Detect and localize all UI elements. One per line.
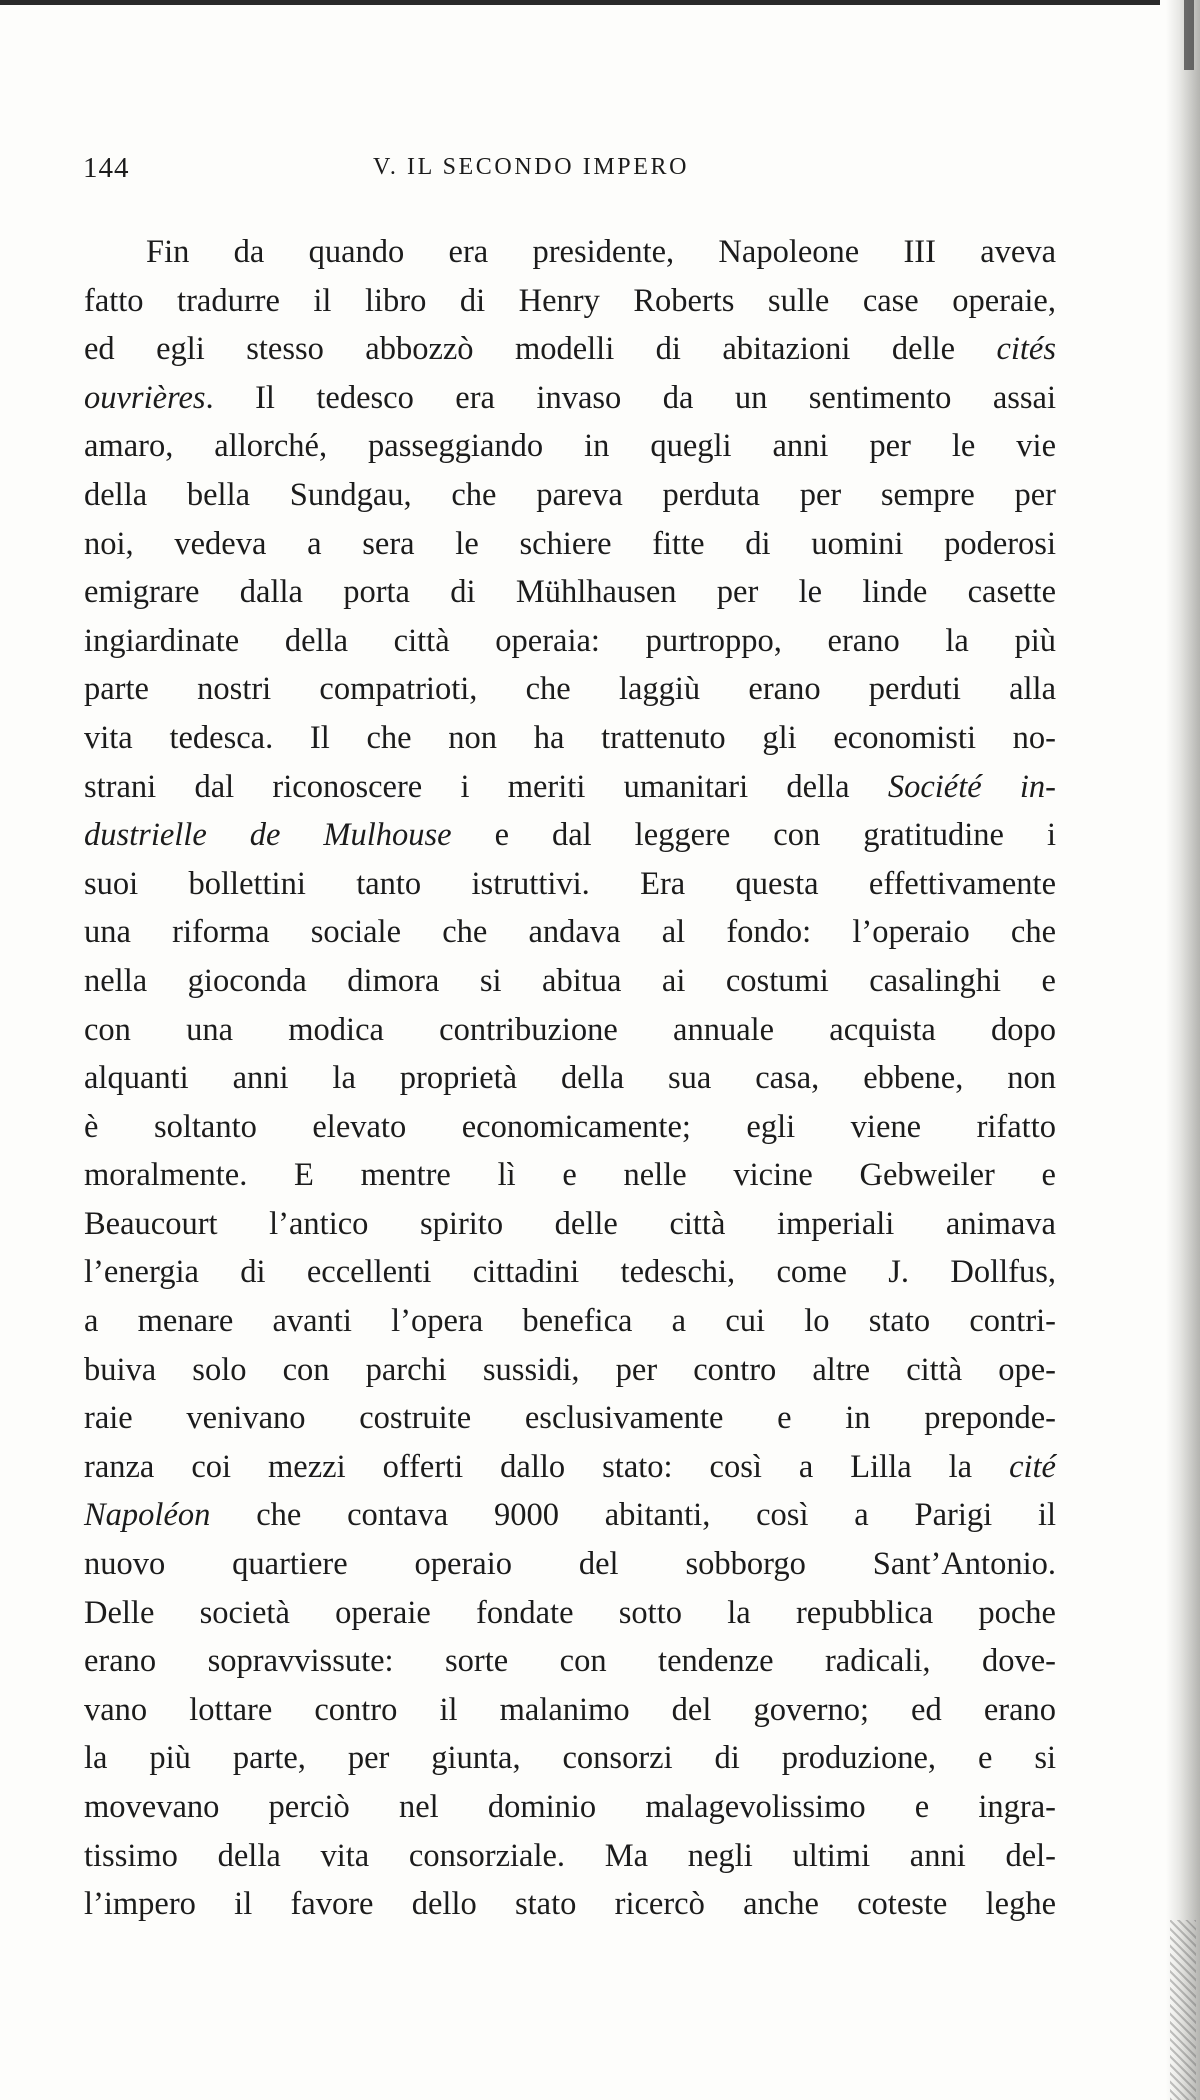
text-line xyxy=(84,665,1056,714)
text-line xyxy=(84,1637,1056,1686)
line-text: l’energia di eccellenti cittadini tedeschi, come J. Dollfus, xyxy=(84,1254,1056,1291)
italic-text: Société in- xyxy=(887,768,1057,805)
line-text: Delle società operaie fondate sotto la repubblica poche xyxy=(84,1594,1056,1631)
line-text: parte nostri compatrioti, che laggiù erano perduti alla xyxy=(84,671,1056,708)
line-text: emigrare dalla porta di Mühlhausen per le linde casette xyxy=(84,574,1056,611)
page-edge-mark xyxy=(1184,0,1194,70)
text-line xyxy=(84,763,1056,812)
text-line xyxy=(84,1589,1056,1638)
body-text xyxy=(84,228,1056,1929)
line-text: movevano perciò nel dominio malagevolissimo e ingra- xyxy=(84,1789,1056,1825)
line-text: erano sopravvissute: sorte con tendenze radicali, dove- xyxy=(84,1643,1056,1680)
line-text: fatto tradurre il libro di Henry Roberts sulle case operaie, xyxy=(84,282,1056,319)
text-line xyxy=(84,1686,1056,1735)
line-text: con una modica contribuzione annuale acquista dopo xyxy=(84,1011,1056,1048)
text-line xyxy=(84,1006,1056,1055)
page-edge-speckle xyxy=(1170,1920,1196,2100)
text-line xyxy=(84,1346,1056,1395)
italic-text: cité xyxy=(1009,1448,1056,1485)
top-border-line xyxy=(0,0,1160,5)
line-text: ingiardinate della città operaia: purtroppo, erano la più xyxy=(84,622,1056,659)
line-text: ed egli stesso abbozzò modelli di abitazioni delle xyxy=(84,331,997,368)
text-line xyxy=(84,374,1056,423)
text-line xyxy=(84,957,1056,1006)
text-line xyxy=(84,860,1056,909)
line-text: una riforma sociale che andava al fondo: l’operaio che xyxy=(84,914,1056,951)
text-line xyxy=(84,1394,1056,1443)
line-text: ranza coi mezzi offerti dallo stato: così a Lilla la xyxy=(84,1448,1010,1485)
text-line xyxy=(84,1783,1056,1832)
line-text: vita tedesca. Il che non ha trattenuto gli economisti no- xyxy=(84,719,1056,756)
italic-text: dustrielle de Mulhouse xyxy=(84,817,452,854)
line-text: è soltanto elevato economicamente; egli viene rifatto xyxy=(84,1108,1056,1145)
text-line xyxy=(84,1540,1056,1589)
line-text: suoi bollettini tanto istruttivi. Era questa effettivamente xyxy=(84,865,1056,902)
line-text: Fin da quando era presidente, Napoleone III aveva xyxy=(146,234,1056,270)
line-text: e dal leggere con gratitudine i xyxy=(451,817,1056,854)
line-text: tissimo della vita consorziale. Ma negli ultimi anni del- xyxy=(84,1837,1056,1874)
text-line xyxy=(84,1491,1056,1540)
text-line xyxy=(84,1151,1056,1200)
line-text: strani dal riconoscere i meriti umanitari della xyxy=(84,768,888,805)
text-line xyxy=(84,471,1056,520)
line-text: vano lottare contro il malanimo del governo; ed erano xyxy=(84,1691,1056,1728)
line-text: . Il tedesco era invaso da un sentimento assai xyxy=(205,379,1056,416)
text-line xyxy=(84,520,1056,569)
italic-text: ouvrières xyxy=(84,379,206,416)
text-line xyxy=(84,568,1056,617)
italic-text: cités xyxy=(996,331,1056,368)
text-line xyxy=(84,1248,1056,1297)
chapter-title: V. IL SECONDO IMPERO xyxy=(373,154,690,180)
text-line xyxy=(84,1054,1056,1103)
page-number: 144 xyxy=(83,152,130,184)
line-text: Beaucourt l’antico spirito delle città imperiali animava xyxy=(84,1205,1056,1242)
line-text: moralmente. E mentre lì e nelle vicine Gebweiler e xyxy=(84,1157,1056,1194)
text-line xyxy=(84,1832,1056,1881)
line-text: raie venivano costruite esclusivamente e in preponde- xyxy=(84,1400,1056,1437)
text-line xyxy=(84,811,1056,860)
line-text: noi, vedeva a sera le schiere fitte di uomini poderosi xyxy=(84,525,1056,562)
text-line xyxy=(84,617,1056,666)
text-line xyxy=(84,1103,1056,1152)
text-line xyxy=(84,1734,1056,1783)
text-line xyxy=(84,1200,1056,1249)
line-text: della bella Sundgau, che pareva perduta per sempre per xyxy=(84,476,1056,513)
text-line xyxy=(84,1443,1056,1492)
text-line xyxy=(84,422,1056,471)
text-line xyxy=(84,228,1056,277)
line-text: buiva solo con parchi sussidi, per contro altre città ope- xyxy=(84,1351,1056,1388)
text-line xyxy=(84,714,1056,763)
running-head xyxy=(83,150,1060,190)
line-text: nuovo quartiere operaio del sobborgo Sant’Antonio. xyxy=(84,1546,1056,1583)
text-line xyxy=(84,1297,1056,1346)
text-line xyxy=(84,277,1056,326)
line-text: amaro, allorché, passeggiando in quegli anni per le vie xyxy=(84,428,1056,465)
text-line xyxy=(84,1880,1056,1929)
text-line xyxy=(84,908,1056,957)
line-text: alquanti anni la proprietà della sua casa, ebbene, non xyxy=(84,1060,1056,1097)
line-text: la più parte, per giunta, consorzi di produzione, e si xyxy=(84,1740,1056,1777)
line-text: a menare avanti l’opera benefica a cui lo stato contri- xyxy=(84,1303,1056,1340)
line-text: nella gioconda dimora si abitua ai costumi casalinghi e xyxy=(84,962,1056,999)
text-line xyxy=(84,325,1056,374)
page-edge-shadow xyxy=(1166,0,1200,2100)
line-text: l’impero il favore dello stato ricercò anche coteste leghe xyxy=(84,1886,1056,1923)
italic-text: Napoléon xyxy=(84,1497,211,1534)
line-text: che contava 9000 abitanti, così a Parigi il xyxy=(210,1497,1056,1534)
